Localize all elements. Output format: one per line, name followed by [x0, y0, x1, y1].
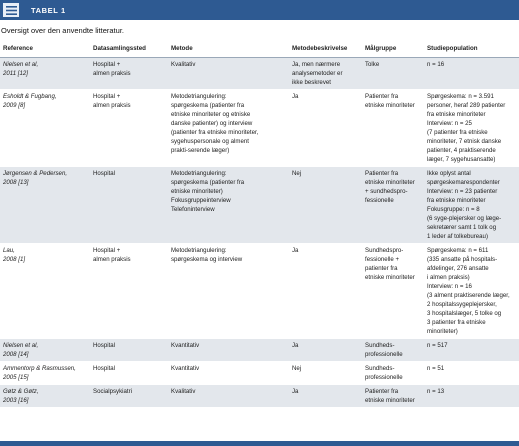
cell-population: Spørgeskema: n = 3.591 personer, heraf 289 patienter fra etniske minoriteter Interview: n = 25 (7 patienter fra etniske minoriteter, 7 etnisk danske patienter, 4 praktiserende læger, 7 sygehusansatte)	[424, 90, 519, 167]
table-row	[0, 167, 519, 244]
cell-method: Kvalitativ	[168, 385, 289, 408]
cell-site: Hospital + almen praksis	[90, 244, 168, 339]
table-row	[0, 90, 519, 167]
table-footer-bar	[0, 441, 519, 446]
cell-reference: Gøtz & Gøtz, 2003 [16]	[0, 385, 90, 408]
cell-method: Metodetriangulering: spørgeskema (patienter fra etniske minoriteter) Fokusgruppeinterview Telefoninterview	[168, 167, 289, 244]
cell-target-group: Patienter fra etniske minoriteter	[362, 90, 424, 167]
cell-method-description: Nej	[289, 362, 362, 385]
column-header: Metode	[168, 41, 289, 58]
column-header: Studiepopulation	[424, 41, 519, 58]
cell-site: Hospital	[90, 362, 168, 385]
cell-reference: Jørgensen & Pedersen, 2008 [13]	[0, 167, 90, 244]
table-header-row	[0, 41, 519, 58]
cell-population: Ikke oplyst antal spørgeskemarespondenter Interview: n = 23 patienter fra etniske minoriteter Fokusgruppe: n = 8 (6 syge-plejersker og læge- sekretærer samt 1 tolk og 1 leder af tolkebureau)	[424, 167, 519, 244]
cell-reference: Nielsen et al, 2011 [12]	[0, 58, 90, 90]
cell-method: Kvantitativ	[168, 362, 289, 385]
cell-target-group: Sundheds- professionelle	[362, 362, 424, 385]
cell-site: Socialpsykiatri	[90, 385, 168, 408]
cell-reference: Lau, 2008 [1]	[0, 244, 90, 339]
cell-reference: Ammentorp & Rasmussen, 2005 [15]	[0, 362, 90, 385]
table-header-bar	[0, 0, 519, 20]
table-row	[0, 362, 519, 385]
cell-method-description: Ja, men nærmere analysemetoder er ikke beskrevet	[289, 58, 362, 90]
cell-method-description: Ja	[289, 339, 362, 362]
cell-population: Spørgeskema: n = 611 (335 ansatte på hospitals- afdelinger, 276 ansatte i almen praksis) Interview: n = 16 (3 alment praktiserende læger, 2 hospitalssygeplejersker, 3 hospitalslæger, 5 tolke og 3 patienter fra etniske minoriteter)	[424, 244, 519, 339]
cell-method-description: Nej	[289, 167, 362, 244]
column-header: Reference	[0, 41, 90, 58]
table-row	[0, 385, 519, 408]
cell-population: n = 51	[424, 362, 519, 385]
cell-target-group: Tolke	[362, 58, 424, 90]
cell-site: Hospital	[90, 339, 168, 362]
cell-population: n = 13	[424, 385, 519, 408]
cell-reference: Esholdt & Fugbang, 2009 [8]	[0, 90, 90, 167]
cell-target-group: Sundheds- professionelle	[362, 339, 424, 362]
table-row	[0, 244, 519, 339]
table-row	[0, 58, 519, 90]
cell-target-group: Sundhedspro- fessionelle + patienter fra etniske minoriteter	[362, 244, 424, 339]
cell-method: Metodetriangulering: spørgeskema (patienter fra etniske minoriteter og etniske danske patienter) og interview (patienter fra etniske minoriteter, sygehuspersonale og alment prakti-serende læger)	[168, 90, 289, 167]
cell-method: Kvalitativ	[168, 58, 289, 90]
cell-site: Hospital	[90, 167, 168, 244]
cell-population: n = 16	[424, 58, 519, 90]
column-header: Metodebeskrivelse	[289, 41, 362, 58]
cell-population: n = 517	[424, 339, 519, 362]
cell-reference: Nielsen et al, 2008 [14]	[0, 339, 90, 362]
table-caption: Oversigt over den anvendte litteratur.	[1, 26, 124, 35]
cell-target-group: Patienter fra etniske minoriteter + sundhedspro- fessionelle	[362, 167, 424, 244]
table-row	[0, 339, 519, 362]
literature-table-wrapper	[0, 41, 519, 408]
column-header: Datasamlingssted	[90, 41, 168, 58]
cell-method-description: Ja	[289, 90, 362, 167]
cell-site: Hospital + almen praksis	[90, 58, 168, 90]
cell-target-group: Patienter fra etniske minoriteter	[362, 385, 424, 408]
table-label: TABEL 1	[31, 5, 66, 15]
list-icon[interactable]	[3, 3, 19, 17]
literature-table	[0, 41, 519, 408]
cell-method: Kvantitativ	[168, 339, 289, 362]
column-header: Målgruppe	[362, 41, 424, 58]
cell-method-description: Ja	[289, 385, 362, 408]
cell-method: Metodetriangulering: spørgeskema og interview	[168, 244, 289, 339]
cell-method-description: Ja	[289, 244, 362, 339]
cell-site: Hospital + almen praksis	[90, 90, 168, 167]
